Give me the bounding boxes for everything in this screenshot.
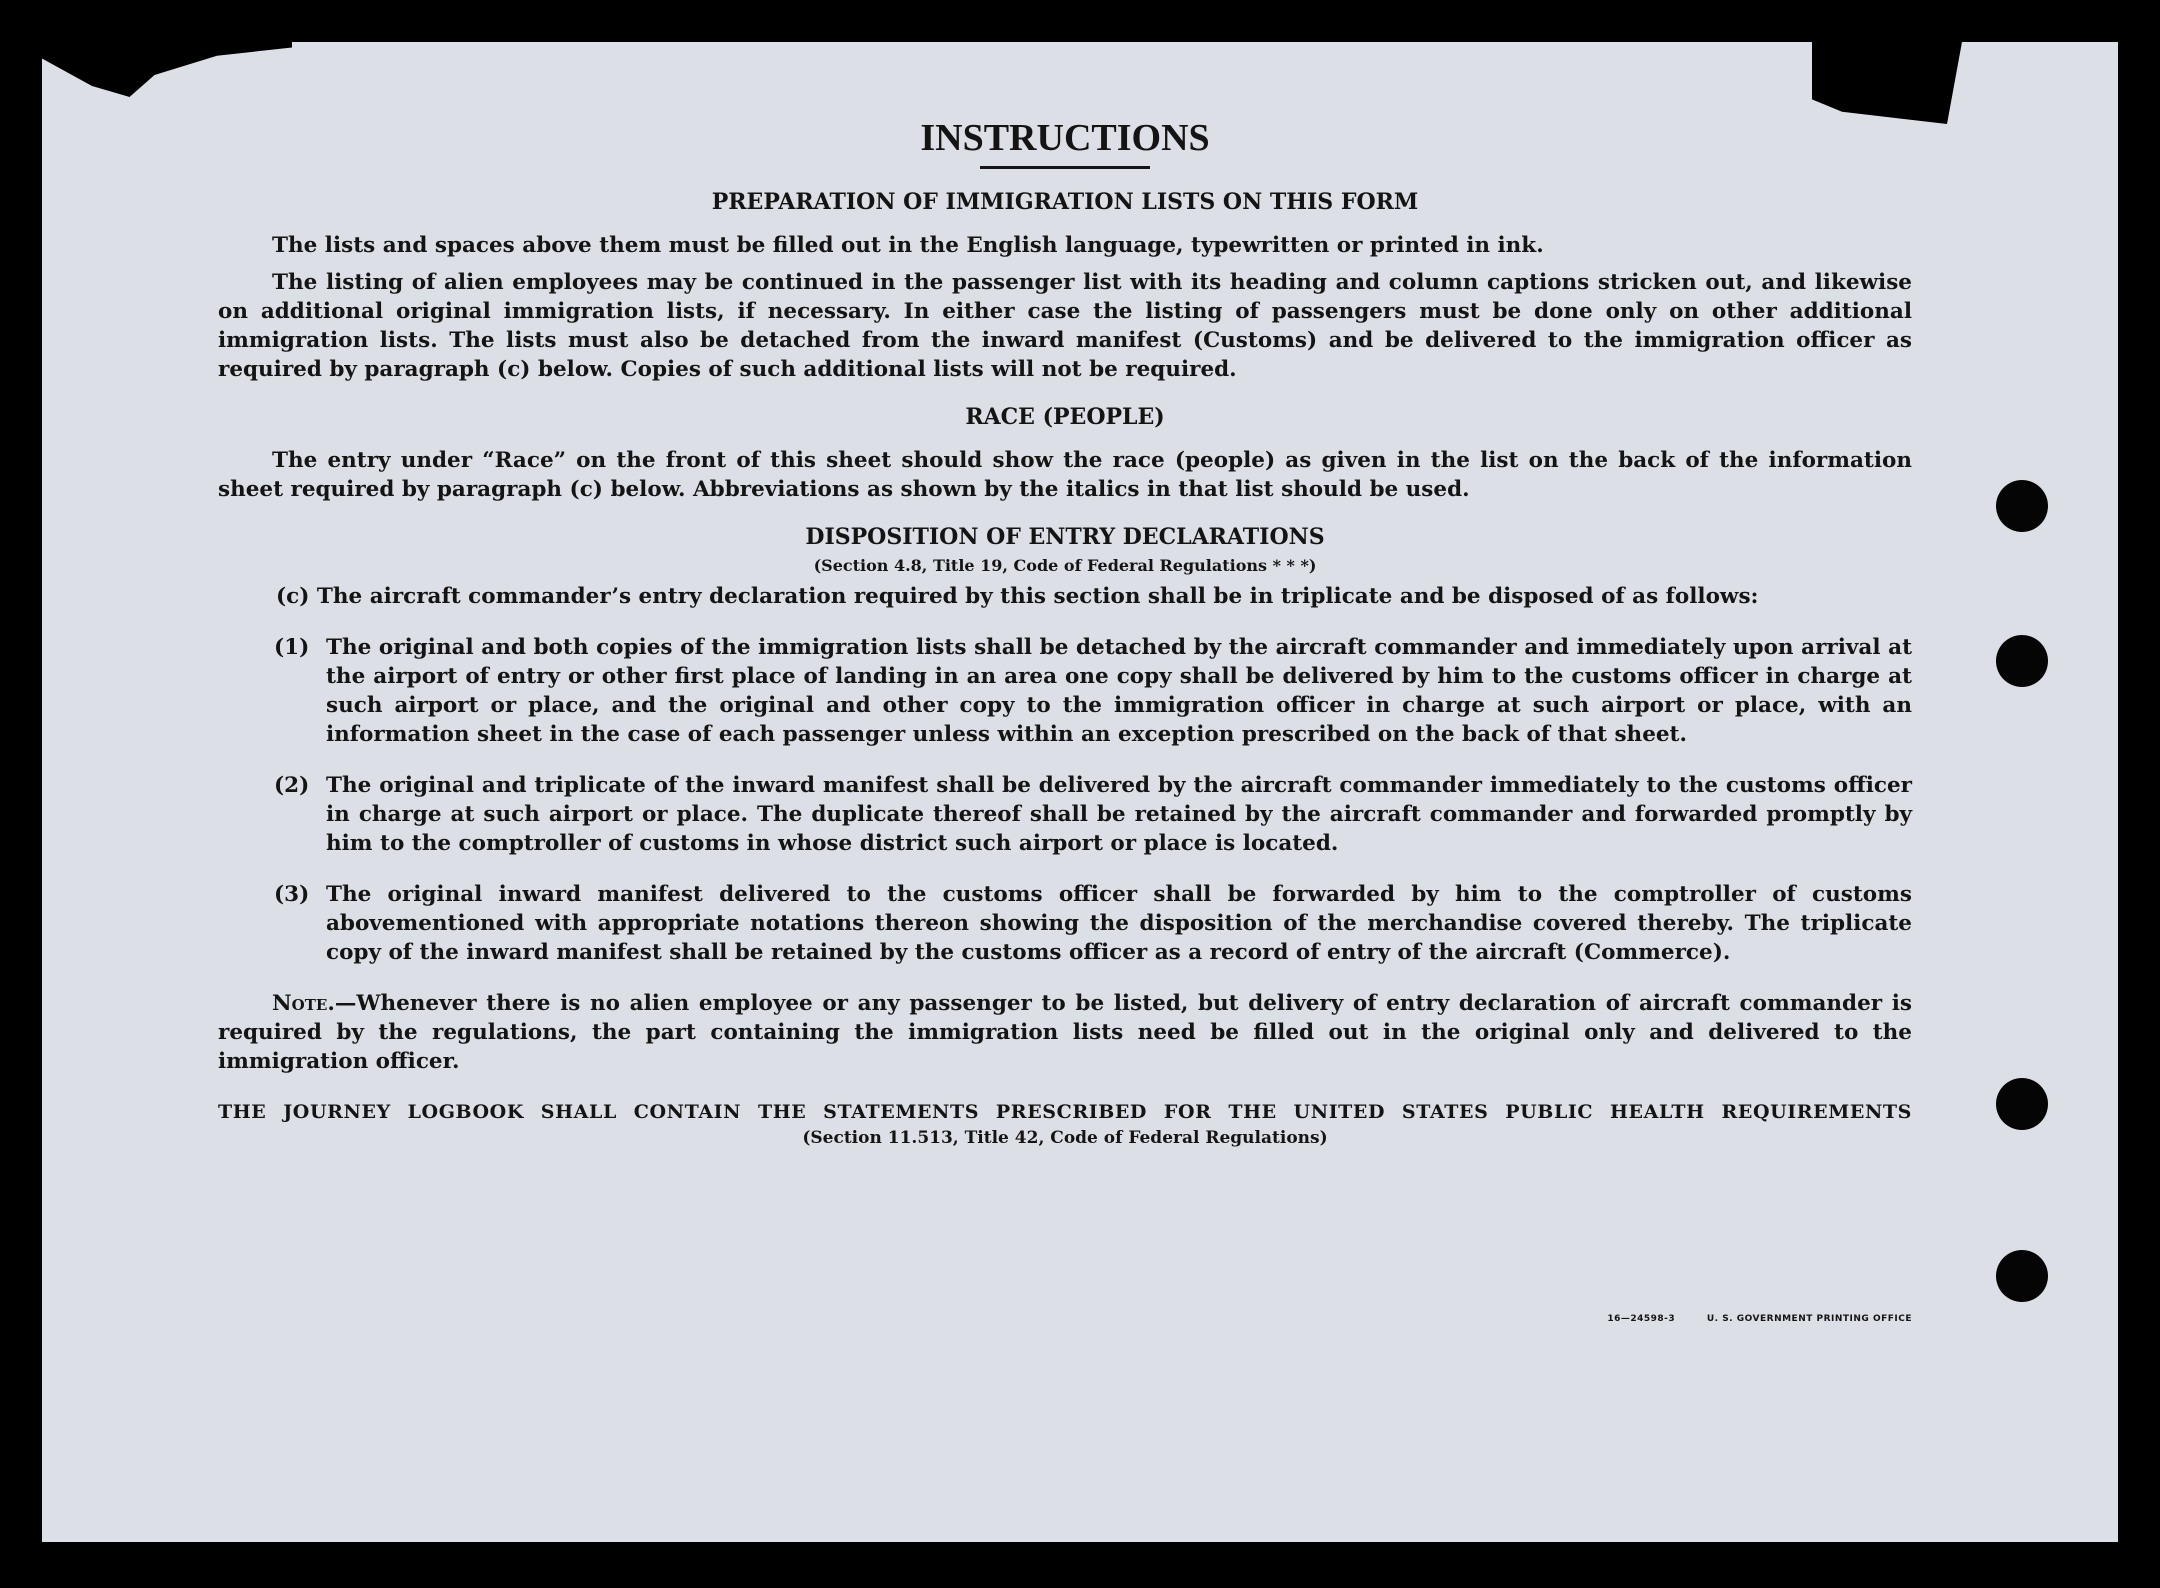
printer-name: U. S. GOVERNMENT PRINTING OFFICE <box>1706 1314 1912 1324</box>
page-title: INSTRUCTIONS <box>920 117 1210 159</box>
immigration-paragraph-2: The listing of alien employees may be continued in the passenger list with its heading and column captions stricken out, and likewise on additional original immigration lists, if necessary. In either case the listing of passengers must be done only on other additional immigration lists. The lists must also be detached from the inward manifest (Customs) and be delivered to the immigration officer as required by paragraph (c) below. Copies of such additional lists will not be required. <box>218 270 1912 382</box>
disposition-heading: DISPOSITION OF ENTRY DECLARATIONS <box>805 524 1325 550</box>
item-number: (3) <box>274 882 310 907</box>
note-text: —Whenever there is no alien employee or any passenger to be listed, but delivery of entry declaration of aircraft commander is required by the regulations, the part containing the immigration lists need be filled out in the original only and delivered to the immigration officer. <box>218 991 1912 1074</box>
logbook-subheading: (Section 11.513, Title 42, Code of Federal Regulations) <box>802 1128 1328 1148</box>
punch-hole-3 <box>1996 1078 2048 1130</box>
race-paragraph: The entry under “Race” on the front of this sheet should show the race (people) as given in the list on the back of the information sheet required by paragraph (c) below. Abbreviations as shown by the italics in that list should be used. <box>218 448 1912 502</box>
form-code: 16—24598-3 <box>1607 1314 1676 1324</box>
item-text: The original and triplicate of the inward manifest shall be delivered by the aircraft commander immediately to the customs officer in charge at such airport or place. The duplicate thereof shall be retained by the aircraft commander and forwarded promptly by him to the comptroller of customs in whose district such airport or place is located. <box>326 773 1912 856</box>
disposition-item-2 <box>274 771 1912 858</box>
item-text: The original inward manifest delivered to the customs officer shall be forwarded by him to the comptroller of customs abovementioned with appropriate notations thereon showing the disposition of the merchandise covered thereby. The triplicate copy of the inward manifest shall be retained by the customs officer as a record of entry of the aircraft (Commerce). <box>326 882 1912 965</box>
item-text: The original and both copies of the immigration lists shall be detached by the aircraft commander and immediately upon arrival at the airport of entry or other first place of landing in an area one copy shall be delivered by him to the customs officer in charge at such airport or place, and the original and other copy to the immigration officer in charge at such airport or place, with an information sheet in the case of each passenger unless within an exception prescribed on the back of that sheet. <box>326 635 1912 747</box>
torn-corner-left <box>42 42 292 97</box>
punch-hole-2 <box>1996 635 2048 687</box>
item-number: (2) <box>274 773 310 798</box>
punch-hole-4 <box>1996 1250 2048 1302</box>
document-sheet <box>42 42 2118 1542</box>
disposition-subheading: (Section 4.8, Title 19, Code of Federal Regulations * * *) <box>813 556 1317 575</box>
item-number: (1) <box>274 635 310 660</box>
disposition-item-3 <box>274 880 1912 967</box>
disposition-item-1 <box>274 633 1912 749</box>
instructions-content <box>218 112 1912 1324</box>
immigration-heading: PREPARATION OF IMMIGRATION LISTS ON THIS FORM <box>711 189 1419 215</box>
note-paragraph <box>218 989 1912 1076</box>
logbook-statement: THE JOURNEY LOGBOOK SHALL CONTAIN THE STATEMENTS PRESCRIBED FOR THE UNITED STATES PUBLIC HEALTH REQUIREMENTS <box>218 1101 1912 1123</box>
printing-footer <box>1607 1314 1912 1324</box>
immigration-paragraph-1: The lists and spaces above them must be filled out in the English language, typewritten or printed in ink. <box>272 233 1544 258</box>
note-label: Note. <box>272 991 335 1016</box>
race-heading: RACE (PEOPLE) <box>965 404 1165 430</box>
disposition-intro: (c) The aircraft commander’s entry declaration required by this section shall be in triplicate and be disposed of as follows: <box>276 584 1759 609</box>
punch-hole-1 <box>1996 480 2048 532</box>
title-underline <box>980 166 1150 169</box>
